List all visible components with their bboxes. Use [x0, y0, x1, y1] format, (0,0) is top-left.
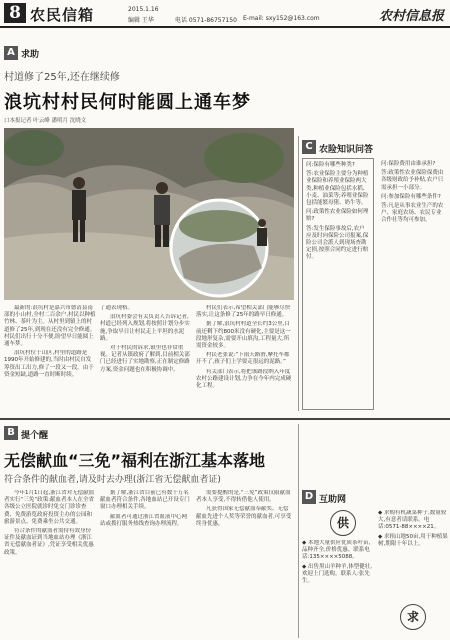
section-a-label: 求助 — [21, 50, 40, 60]
editor: 编辑 王华 — [128, 17, 154, 24]
qa-question: 问:保险有哪些种类? — [306, 162, 355, 168]
article-b-col-1 — [4, 490, 96, 636]
article-b-paragraph: 凡获得国家无偿献血奉献奖、无偿献血先进个人奖等荣誉的献血者,可享受终身优惠。 — [196, 506, 292, 527]
supply-list — [302, 540, 374, 636]
article-b-paragraph: 据了解,浙江省目前已有数十万名献血者符合条件,各地血站已开设专门窗口办理相关手续。 — [100, 490, 190, 511]
article-a-subtitle: 村道修了25年,还在继续修 — [4, 72, 120, 83]
article-a-paragraph: 村民们表示,希望相关部门能够尽快落实,让这条修了25年的路早日修通。 — [196, 305, 291, 319]
supply-item: ◆ 出售黑山羊种羊,体型健壮,欢迎上门选购。联系人:张先生。 — [302, 563, 372, 585]
qa-question: 问:保险费用由谁承担? — [381, 161, 436, 167]
qa-column-1 — [302, 158, 374, 410]
section-d-tag: D — [302, 490, 316, 504]
email: E-mail: sxy152@163.com — [243, 15, 320, 22]
phone: 电话 0571-86757150 — [175, 17, 237, 24]
qa-answer: 答:政策性农业保险保费由各级财政给予补贴,农户只需承担一小部分。 — [381, 170, 444, 191]
demand-item: ◆ 求购有机蔬菜种子,数量较大,有意者请联系。电话:0571-88××××21。 — [378, 510, 447, 531]
demand-list — [378, 510, 448, 600]
column-divider — [298, 424, 299, 638]
newspaper-brand: 农村信息报 — [378, 9, 444, 24]
qa-answer: 答:发生保险事故后,农户应及时向保险公司报案,保险公司会派人到现场查勘定损,按照合同约定进行赔付。 — [306, 225, 369, 261]
section-title: 农民信箱 — [30, 6, 95, 24]
article-a-photo — [4, 128, 294, 300]
demand-badge: 求 — [400, 604, 426, 630]
article-b-col-3 — [196, 490, 292, 636]
article-a-paragraph: 对于村民的诉求,镇里也非常重视。记者从镇政府了解到,目前相关部门已经进行了实地勘察,正在制定修路方案,资金问题也在积极协调中。 — [100, 345, 190, 373]
section-b-tag: B — [4, 426, 18, 440]
page-number: 8 — [4, 3, 26, 23]
supply-badge: 供 — [330, 510, 356, 536]
demand-item: ◆ 求租山地50亩,用于种植果树,期限十年以上。 — [378, 533, 448, 547]
article-a-col-1 — [4, 305, 96, 413]
section-c-tag: C — [302, 140, 316, 154]
article-b-subtitle: 符合条件的献血者,请及时去办理(浙江省无偿献血者证) — [4, 475, 221, 485]
article-a-paragraph: 浪坑村委会有关负责人告诉记者,村道已经列入规划,将按照计划分步实施,争取早日让村民走上平坦的水泥路。 — [100, 314, 190, 342]
section-b-label: 提个醒 — [21, 431, 49, 441]
article-b-paragraph: 符合条件的献血者需持有效身份证件及献血证到当地血站办理《浙江省无偿献血者证》,凭证享受相关优惠政策。 — [4, 528, 94, 556]
article-a-title: 浪坑村村民何时能圆上通车梦 — [4, 92, 251, 113]
article-b-title: 无偿献血“三免”福利在浙江基本落地 — [4, 451, 266, 470]
qa-question: 问:参加保险有哪些条件? — [381, 193, 441, 200]
qa-column-2 — [378, 158, 448, 410]
villager-figure-3 — [257, 219, 267, 246]
article-a-col-3 — [196, 305, 292, 413]
qa-answer: 答:农业保险主要分为种植业保险和养殖业保险两大类,种植业保险包括水稻、小麦、油菜等;养殖业保险包括能繁母猪、奶牛等。 — [306, 171, 369, 207]
article-b-col-2 — [100, 490, 192, 636]
issue-date: 2015.1.16 — [128, 6, 159, 13]
qa-question: 问:政策性农业保险如何理赔? — [306, 209, 369, 223]
article-b-paragraph: 今年1月1日起,浙江省对无偿献血者实行“三免”政策:献血者本人在全省各级公立医院就诊时免交门诊诊查费、免费游览政府投资主办的公园和旅游景点、免费乘坐公共交通。 — [4, 490, 95, 525]
article-a-paragraph: 村民老张说:“下雨天路滑,摩托车都开不了,孩子们上学要走很远的泥路。” — [196, 352, 290, 366]
article-a-col-2 — [100, 305, 192, 413]
supply-item: ◆ 本地大量供应优质茶叶苗,品种齐全,价格优惠。联系电话:135××××5088。 — [302, 540, 371, 561]
section-d-label: 互助网 — [319, 495, 347, 505]
article-a-photo-caption: 了通表现格。 — [100, 305, 134, 311]
article-a-paragraph: 有关部门表示,将把该路段纳入年度农村公路建设计划,力争在今年内完成硬化工程。 — [196, 368, 292, 390]
section-c-label: 农险知识问答 — [319, 145, 374, 155]
article-a-paragraph: 浪坑村位于山区,村里的道路是1990年开始修建的,当时由村民自发筹资出工出力,修了一段又一段。由于资金短缺,道路一直时断时续。 — [4, 350, 94, 378]
article-b-paragraph: 献血者可通过浙江省血液中心网站或拨打服务热线查询办理流程。 — [100, 513, 188, 527]
header-rule — [0, 26, 450, 28]
article-a-paragraph: 据了解,浪坑村村道全长约3公里,目前还剩下约800米没有硬化,主要是这一段地形复杂,需要开山填沟,工程量大,所需资金较多。 — [196, 321, 291, 350]
qa-answer: 答:凡是从事农业生产的农户、家庭农场、农民专业合作社等均可参加。 — [381, 203, 444, 224]
article-b-paragraph: 需要提醒的是,“三免”政策仅限献血者本人享受,不得转借他人使用。 — [196, 490, 291, 504]
article-a-paragraph: 最新的:浪坑村是嘉兴市德清县南部的小山村,全村二百余户,村民以种植竹林、茶叶为主。从村里到镇上的村道修了25年,到现在还没有完全修通。村民们出行十分不便,盼望早日能圆上通车梦。 — [4, 305, 96, 348]
section-rule — [0, 418, 450, 420]
column-divider — [298, 136, 299, 411]
section-a-tag: A — [4, 46, 18, 60]
article-a-byline: 口本报记者 叶云峰 潘明月 沈晓文 — [4, 118, 87, 124]
